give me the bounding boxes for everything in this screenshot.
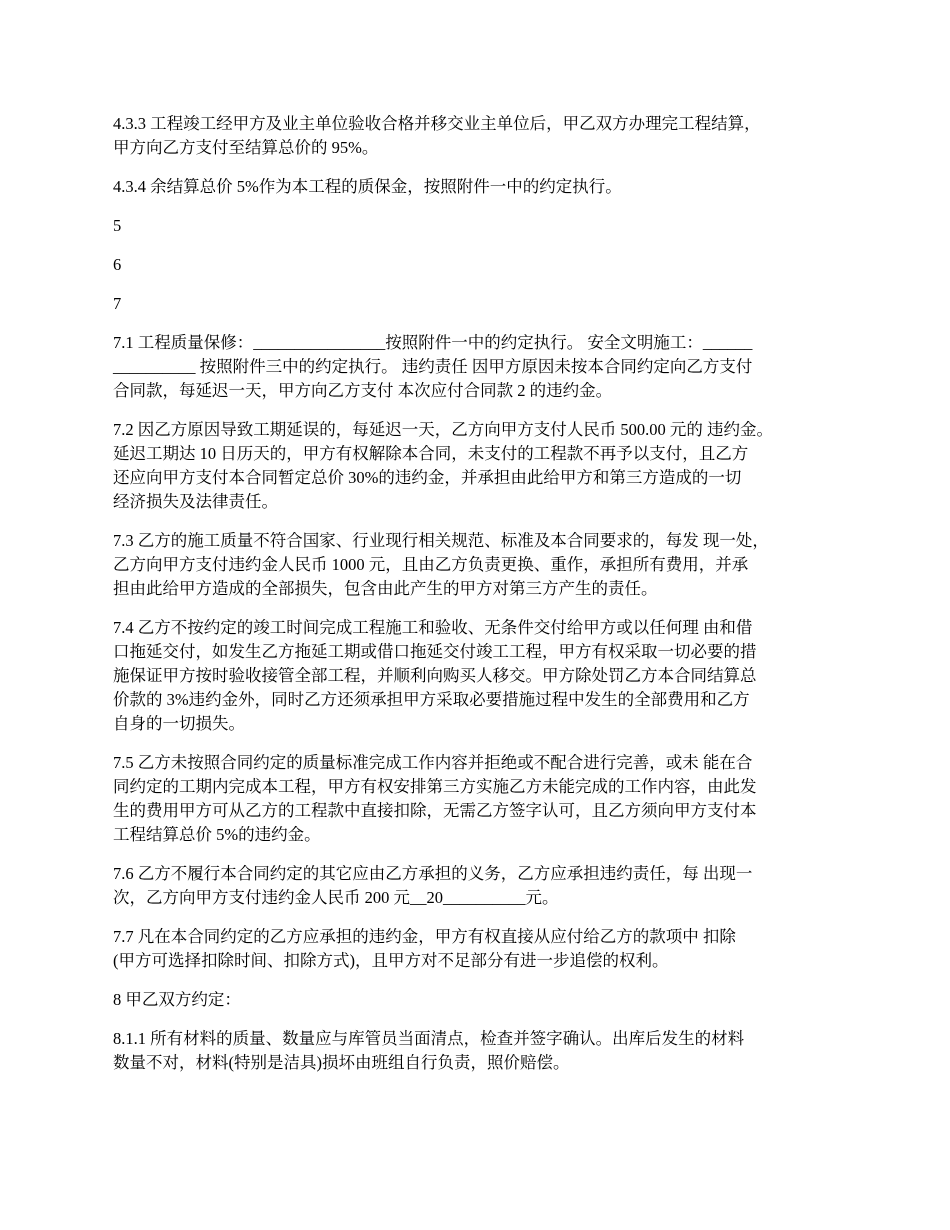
text-line: 8.1.1 所有材料的质量、数量应与库管员当面清点，检查并签字确认。出库后发生的材料 bbox=[113, 1029, 745, 1048]
text-line: __________ 按照附件三中的约定执行。 违约责任 因甲方原因未按本合同约定向乙方支付 bbox=[113, 357, 753, 376]
paragraph-4-3-3 bbox=[113, 112, 843, 160]
text-line: 7.5 乙方未按照合同约定的质量标准完成工作内容并拒绝或不配合进行完善，或未 能在合 bbox=[113, 753, 753, 772]
text-line: 7.1 工程质量保修：________________按照附件一中的约定执行。 安全文明施工：______ bbox=[113, 333, 753, 352]
text-line: 经济损失及法律责任。 bbox=[113, 492, 278, 511]
text-line: (甲方可选择扣除时间、扣除方式)，且甲方对不足部分有进一步追偿的权利。 bbox=[113, 951, 669, 970]
text-line: 数量不对，材料(特别是洁具)损坏由班组自行负责，照价赔偿。 bbox=[113, 1053, 570, 1072]
text-line: 次，乙方向甲方支付违约金人民币 200 元__20__________元。 bbox=[113, 888, 559, 907]
paragraph-4-3-4 bbox=[113, 175, 843, 199]
text-line: 7 bbox=[113, 294, 122, 313]
paragraph-8-1-1 bbox=[113, 1027, 843, 1075]
text-line: 自身的一切损失。 bbox=[113, 714, 245, 733]
text-line: 4.3.3 工程竣工经甲方及业主单位验收合格并移交业主单位后，甲乙双方办理完工程结算， bbox=[113, 114, 761, 133]
text-line: 8 甲乙双方约定： bbox=[113, 990, 241, 1009]
text-line: 生的费用甲方可从乙方的工程款中直接扣除，无需乙方签字认可，且乙方须向甲方支付本 bbox=[113, 801, 757, 820]
paragraph-7-5 bbox=[113, 751, 843, 847]
text-line: 7.7 凡在本合同约定的乙方应承担的违约金，甲方有权直接从应付给乙方的款项中 扣除 bbox=[113, 927, 736, 946]
text-line: 施保证甲方按时验收接管全部工程，并顺利向购买人移交。甲方除处罚乙方本合同结算总 bbox=[113, 666, 757, 685]
text-line: 5 bbox=[113, 216, 122, 235]
text-line: 口拖延交付，如发生乙方拖延工期或借口拖延交付竣工工程，甲方有权采取一切必要的措 bbox=[113, 642, 757, 661]
text-line: 乙方向甲方支付违约金人民币 1000 元，且由乙方负责更换、重作，承担所有费用，并承 bbox=[113, 555, 749, 574]
text-line: 7.2 因乙方原因导致工期延误的，每延迟一天，乙方向甲方支付人民币 500.00 元的 违约金。 bbox=[113, 420, 773, 439]
text-line: 还应向甲方支付本合同暂定总价 30%的违约金，并承担由此给甲方和第三方造成的一切 bbox=[113, 468, 742, 487]
paragraph-5 bbox=[113, 214, 843, 238]
paragraph-7-6 bbox=[113, 862, 843, 910]
text-line: 延迟工期达 10 日历天的，甲方有权解除本合同，未支付的工程款不再予以支付，且乙方 bbox=[113, 444, 749, 463]
text-line: 担由此给甲方造成的全部损失，包含由此产生的甲方对第三方产生的责任。 bbox=[113, 579, 658, 598]
paragraph-7 bbox=[113, 292, 843, 316]
paragraph-7-7 bbox=[113, 925, 843, 973]
text-line: 7.4 乙方不按约定的竣工时间完成工程施工和验收、无条件交付给甲方或以任何理 由和借 bbox=[113, 618, 753, 637]
text-line: 甲方向乙方支付至结算总价的 95%。 bbox=[113, 138, 379, 157]
text-line: 4.3.4 余结算总价 5%作为本工程的质保金，按照附件一中的约定执行。 bbox=[113, 177, 622, 196]
text-line: 同约定的工期内完成本工程，甲方有权安排第三方实施乙方未能完成的工作内容，由此发 bbox=[113, 777, 757, 796]
paragraph-8 bbox=[113, 988, 843, 1012]
text-line: 6 bbox=[113, 255, 122, 274]
paragraph-7-1 bbox=[113, 331, 843, 403]
paragraph-7-4 bbox=[113, 616, 843, 736]
paragraph-7-2 bbox=[113, 418, 843, 514]
text-line: 工程结算总价 5%的违约金。 bbox=[113, 825, 321, 844]
text-line: 7.3 乙方的施工质量不符合国家、行业现行相关规范、标准及本合同要求的，每发 现一处， bbox=[113, 531, 769, 550]
paragraph-6 bbox=[113, 253, 843, 277]
text-line: 合同款，每延迟一天，甲方向乙方支付 本次应付合同款 2 的违约金。 bbox=[113, 381, 613, 400]
text-line: 价款的 3%违约金外，同时乙方还须承担甲方采取必要措施过程中发生的全部费用和乙方 bbox=[113, 690, 750, 709]
paragraph-7-3 bbox=[113, 529, 843, 601]
document-page bbox=[113, 112, 843, 1090]
text-line: 7.6 乙方不履行本合同约定的其它应由乙方承担的义务，乙方应承担违约责任，每 出现一 bbox=[113, 864, 753, 883]
